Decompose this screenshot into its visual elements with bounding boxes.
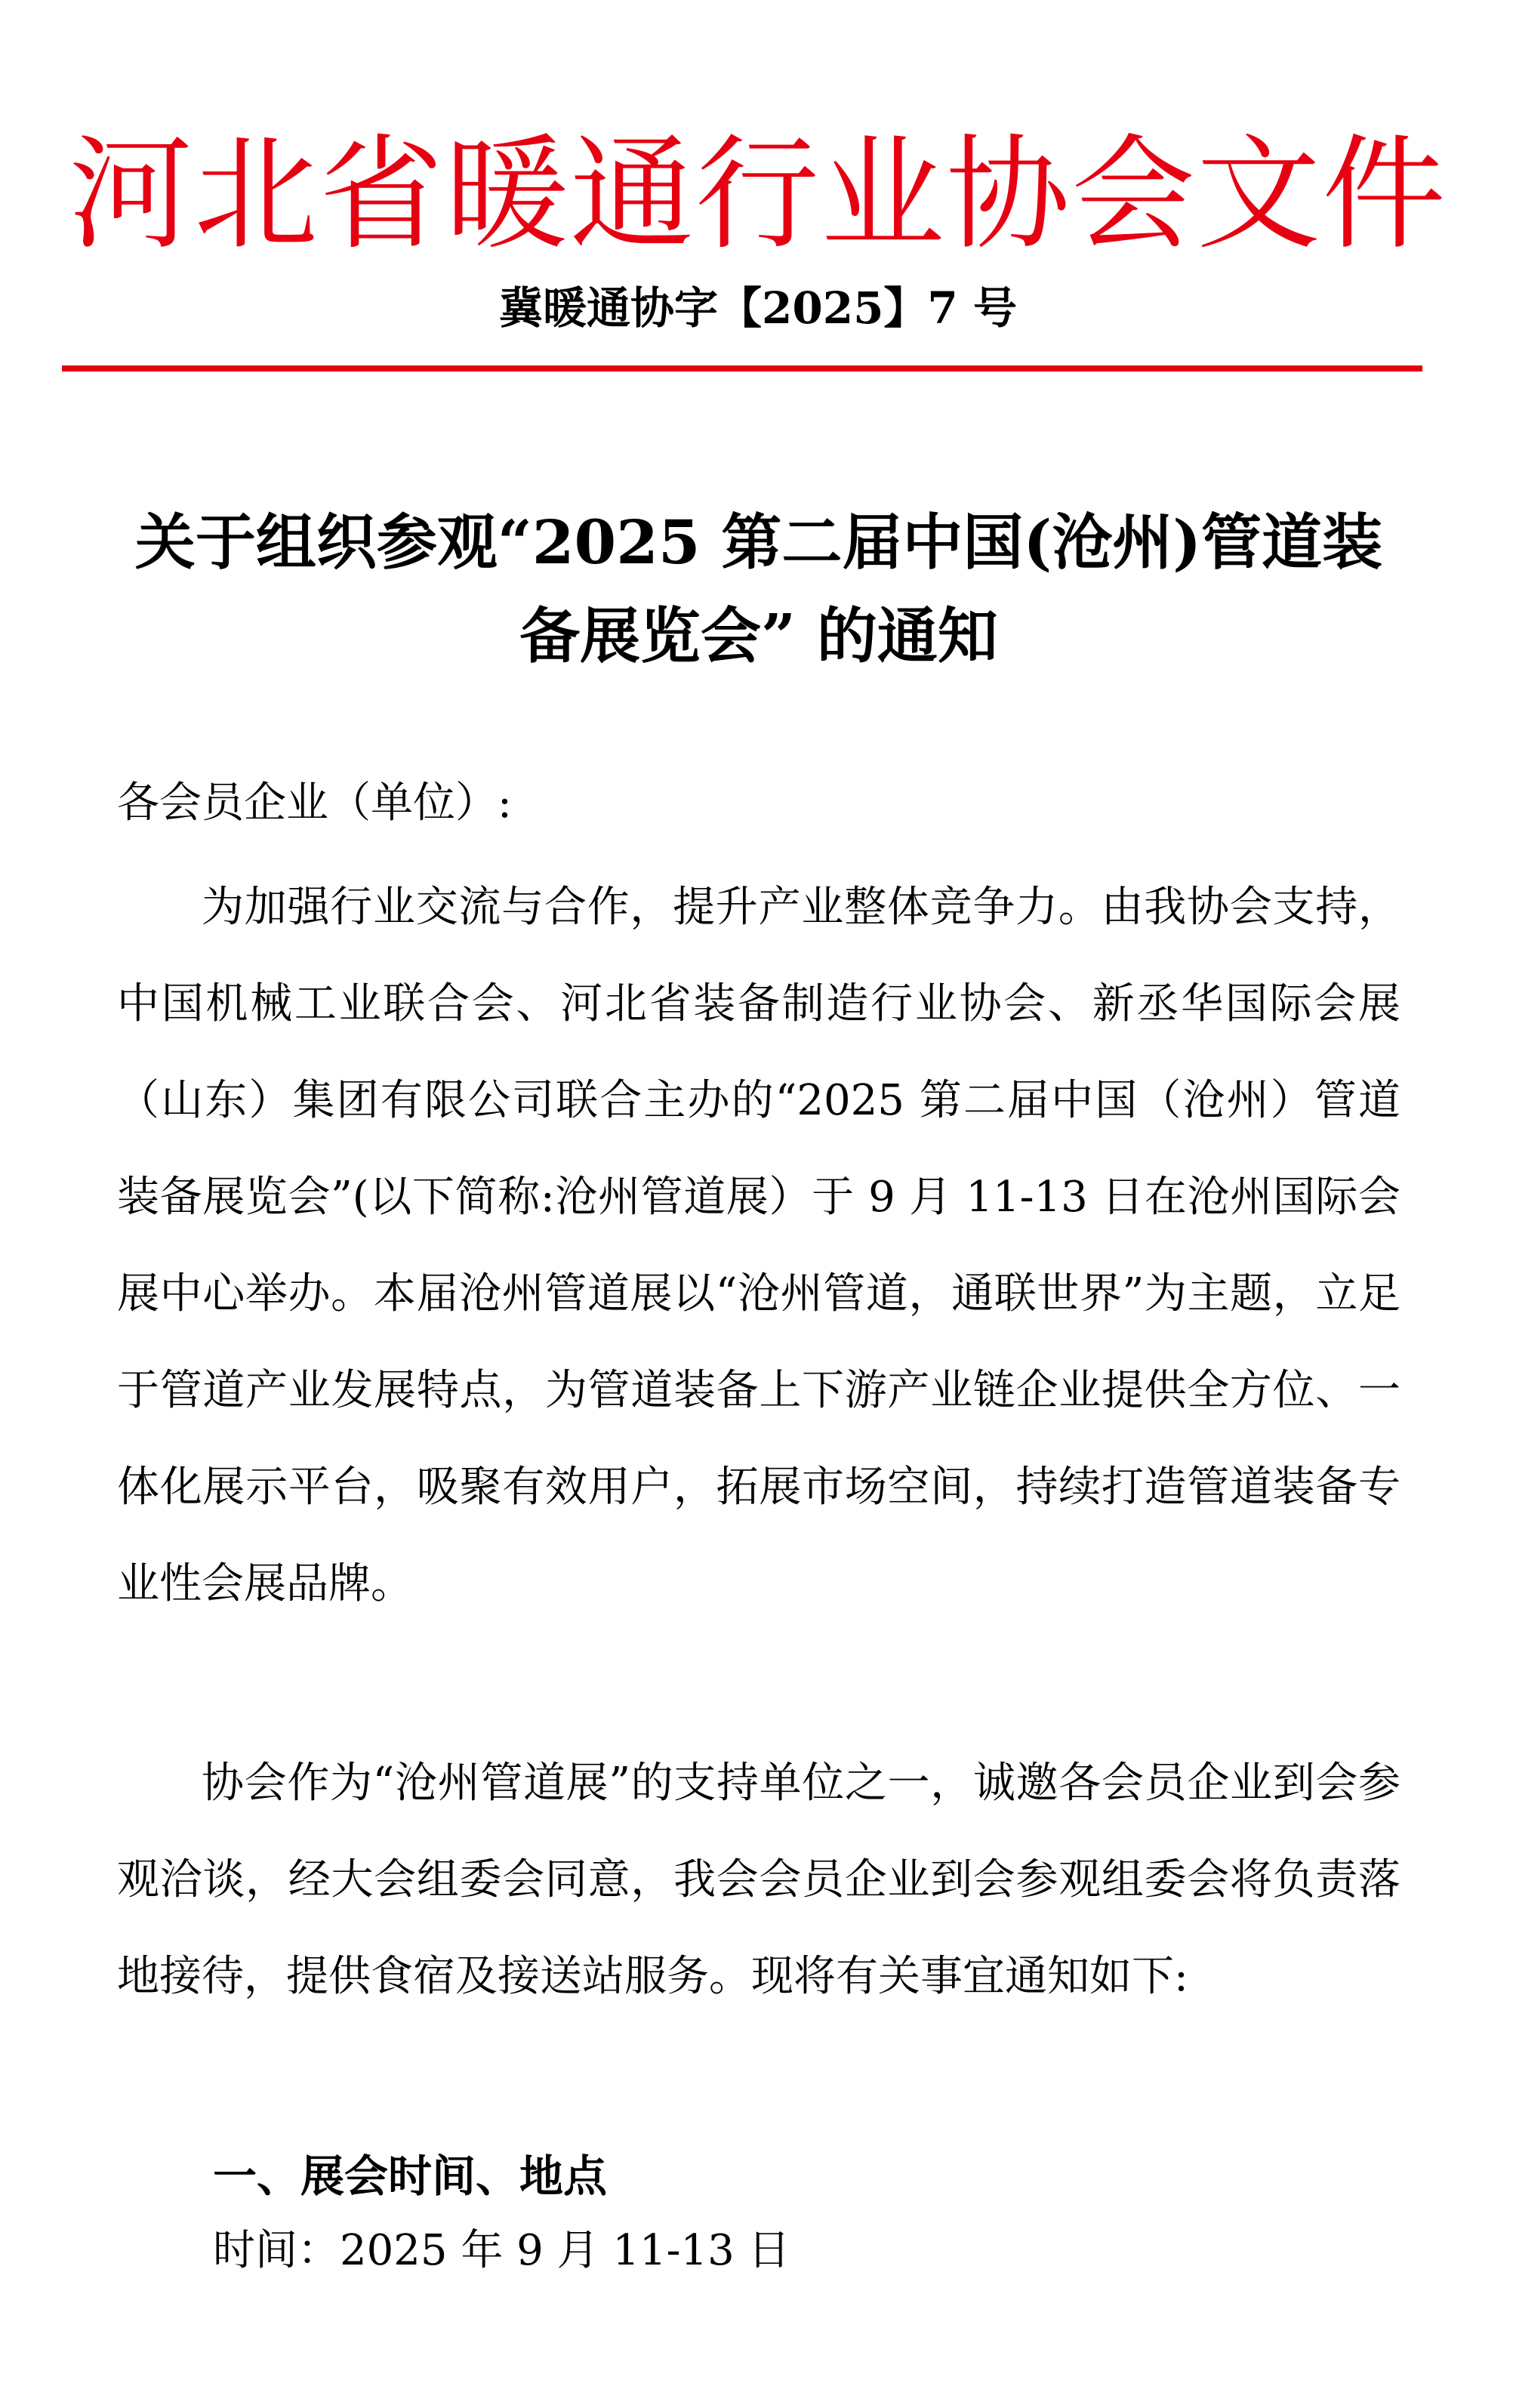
exhibition-time: 时间：2025 年 9 月 11-13 日 — [213, 2226, 790, 2275]
document-number: 冀暖通协字【2025】7 号 — [499, 282, 1017, 334]
section-heading-1: 一、展会时间、地点 — [213, 2151, 608, 2202]
body-paragraph-1: 为加强行业交流与合作，提升产业整体竞争力。由我协会支持，中国机械工业联合会、河北省装备制造行业协会、新丞华国际会展（山东）集团有限公司联合主办的“2025 第二届中国（沧州）管道装备展览会”(以下简称:沧州管道展）于 9 月 11-13 日在沧州国际会展中心举办。本届沧州管道展以“沧州管道，通联世界”为主题，立足于管道产业发展特点，为管道装备上下游产业链企业提供全方位、一体化展示平台，吸聚有效用户，拓展市场空间，持续打造管道装备专业性会展品牌。 — [117, 883, 1400, 1608]
notice-title: 关于组织参观“2025 第二届中国(沧州)管道装备展览会” 的通知 — [134, 507, 1383, 671]
salutation: 各会员企业（单位）: — [117, 779, 512, 828]
organization-title: 河北省暖通行业协会文件 — [68, 122, 1447, 267]
red-divider-line — [62, 365, 1422, 372]
body-paragraph-2: 协会作为“沧州管道展”的支持单位之一，诚邀各会员企业到会参观洽谈，经大会组委会同意，我会会员企业到会参观组委会将负责落地接待，提供食宿及接送站服务。现将有关事宜通知如下: — [117, 1759, 1400, 2001]
